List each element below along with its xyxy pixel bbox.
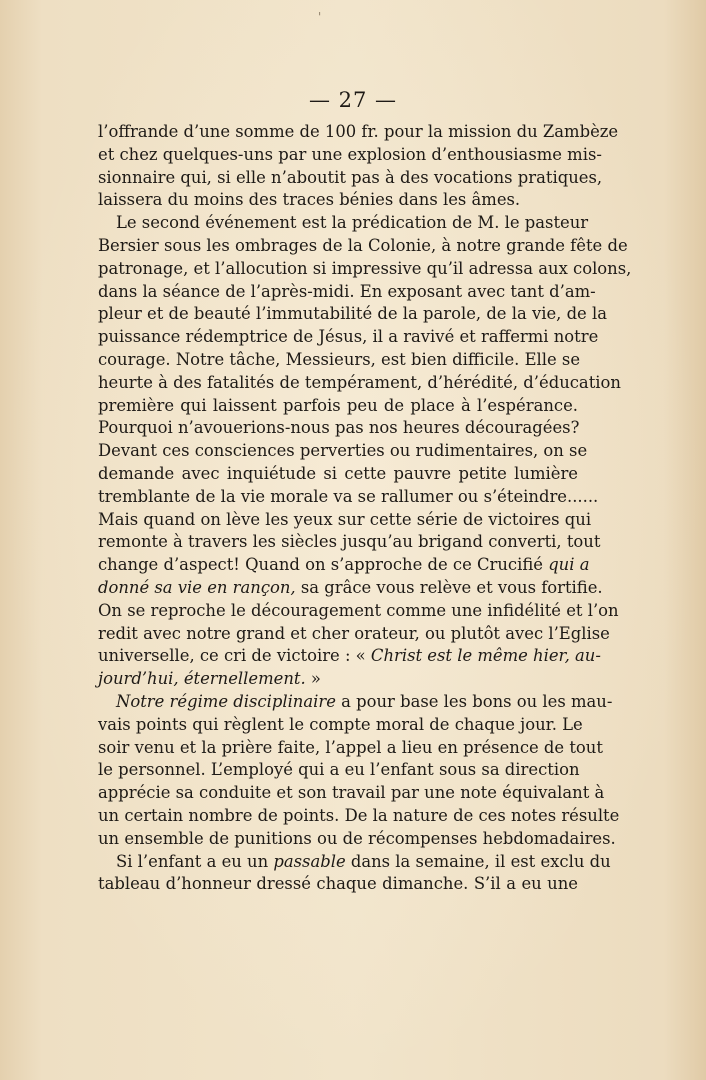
text-segment: première qui laissent parfois peu de place à l’espérance. — [98, 395, 578, 415]
text-line — [98, 349, 581, 372]
text-line — [98, 782, 605, 805]
text-line — [98, 463, 578, 486]
text-line — [98, 714, 583, 737]
text-line — [98, 167, 603, 190]
text-segment: tableau d’honneur dressé chaque dimanche. S’il a eu une — [98, 874, 578, 894]
text-line — [98, 326, 599, 349]
text-line — [98, 417, 578, 440]
text-line — [98, 554, 590, 577]
text-segment: sionnaire qui, si elle n’aboutit pas à des vocations pratiques, — [98, 167, 603, 187]
text-segment: un ensemble de punitions ou de récompenses hebdomadaires. — [98, 828, 616, 848]
italic-text: Notre régime disciplinaire — [116, 691, 336, 711]
text-segment: redit avec notre grand et cher orateur, ou plutôt avec l’Eglise — [98, 623, 610, 643]
text-segment: puissance rédemptrice de Jésus, il a ravivé et raffermi notre — [98, 327, 599, 347]
text-line — [98, 235, 628, 258]
text-line — [98, 805, 620, 828]
text-line — [98, 486, 599, 509]
text-line — [98, 395, 578, 418]
text-segment: a pour base les bons ou les mau- — [335, 691, 613, 711]
text-line — [98, 623, 610, 646]
text-segment: patronage, et l’allocution si impressive qu’il adressa aux colons, — [98, 258, 632, 278]
text-segment: vais points qui règlent le compte moral de chaque jour. Le — [98, 714, 583, 734]
text-line — [98, 600, 619, 623]
text-line — [98, 212, 589, 235]
text-line — [98, 372, 621, 395]
italic-text: qui a — [548, 555, 590, 575]
page-speck: ' — [318, 10, 322, 24]
text-segment: l’offrande d’une somme de 100 fr. pour la mission du Zambèze — [98, 122, 619, 141]
text-segment: dans la semaine, il est exclu du — [345, 851, 611, 871]
text-segment: sa grâce vous relève et vous fortifie. — [295, 577, 603, 597]
text-segment: Le second événement est la prédication de M. le pasteur — [116, 213, 589, 233]
text-line — [98, 509, 592, 532]
italic-text: donné sa vie en rançon, — [98, 577, 296, 597]
text-line — [98, 737, 603, 760]
text-line — [98, 828, 616, 851]
italic-text: Christ est le même hier, au- — [370, 646, 601, 666]
page-number: — 27 — — [308, 88, 398, 112]
text-line — [98, 144, 602, 167]
text-line — [98, 645, 601, 668]
text-segment: change d’aspect! Quand on s’approche de ce Crucifié — [98, 555, 549, 575]
text-line — [98, 281, 596, 304]
text-line — [98, 668, 578, 691]
text-segment: Pourquoi n’avouerions-nous pas nos heures découragées? — [98, 418, 580, 438]
text-line — [98, 851, 611, 874]
text-segment: » — [305, 669, 321, 689]
text-segment: pleur et de beauté l’immutabilité de la parole, de la vie, de la — [98, 304, 607, 324]
text-line — [98, 691, 613, 714]
text-segment: tremblante de la vie morale va se rallumer ou s’éteindre...... — [98, 486, 599, 506]
italic-text: jourd’hui, éternellement. — [98, 669, 306, 689]
text-line — [98, 258, 632, 281]
text-segment: demande avec inquiétude si cette pauvre petite lumière — [98, 463, 578, 483]
text-segment: Bersier sous les ombrages de la Colonie, à notre grande fête de — [98, 235, 628, 255]
text-segment: et chez quelques-uns par une explosion d’enthousiasme mis- — [98, 144, 602, 164]
italic-text: passable — [273, 851, 346, 871]
text-line — [98, 759, 578, 782]
text-segment: courage. Notre tâche, Messieurs, est bien difficile. Elle se — [98, 349, 581, 369]
text-segment: Devant ces consciences perverties ou rudimentaires, on se — [98, 441, 588, 461]
text-segment: dans la séance de l’après-midi. En exposant avec tant d’am- — [98, 281, 596, 301]
text-segment: le personnel. L’employé qui a eu l’enfant sous sa direction — [98, 760, 580, 780]
text-segment: Si l’enfant a eu un — [116, 851, 274, 871]
text-segment: heurte à des fatalités de tempérament, d’hérédité, d’éducation — [98, 372, 621, 392]
text-line — [98, 121, 619, 144]
text-line — [98, 440, 588, 463]
text-segment: laissera du moins des traces bénies dans les âmes. — [98, 190, 521, 210]
text-segment: universelle, ce cri de victoire : « — [98, 646, 371, 666]
text-segment: On se reproche le découragement comme une infidélité et l’on — [98, 600, 619, 620]
body-text — [98, 121, 632, 896]
text-line — [98, 531, 601, 554]
text-segment: un certain nombre de points. De la nature de ces notes résulte — [98, 805, 620, 825]
text-segment: apprécie sa conduite et son travail par une note équivalant à — [98, 783, 605, 803]
text-line — [98, 873, 578, 896]
text-line — [98, 303, 607, 326]
text-line — [98, 577, 603, 600]
text-segment: remonte à travers les siècles jusqu’au brigand converti, tout — [98, 532, 601, 552]
text-segment: Mais quand on lève les yeux sur cette série de victoires qui — [98, 509, 592, 529]
text-segment: soir venu et la prière faite, l’appel a lieu en présence de tout — [98, 737, 603, 757]
text-line — [98, 189, 578, 212]
